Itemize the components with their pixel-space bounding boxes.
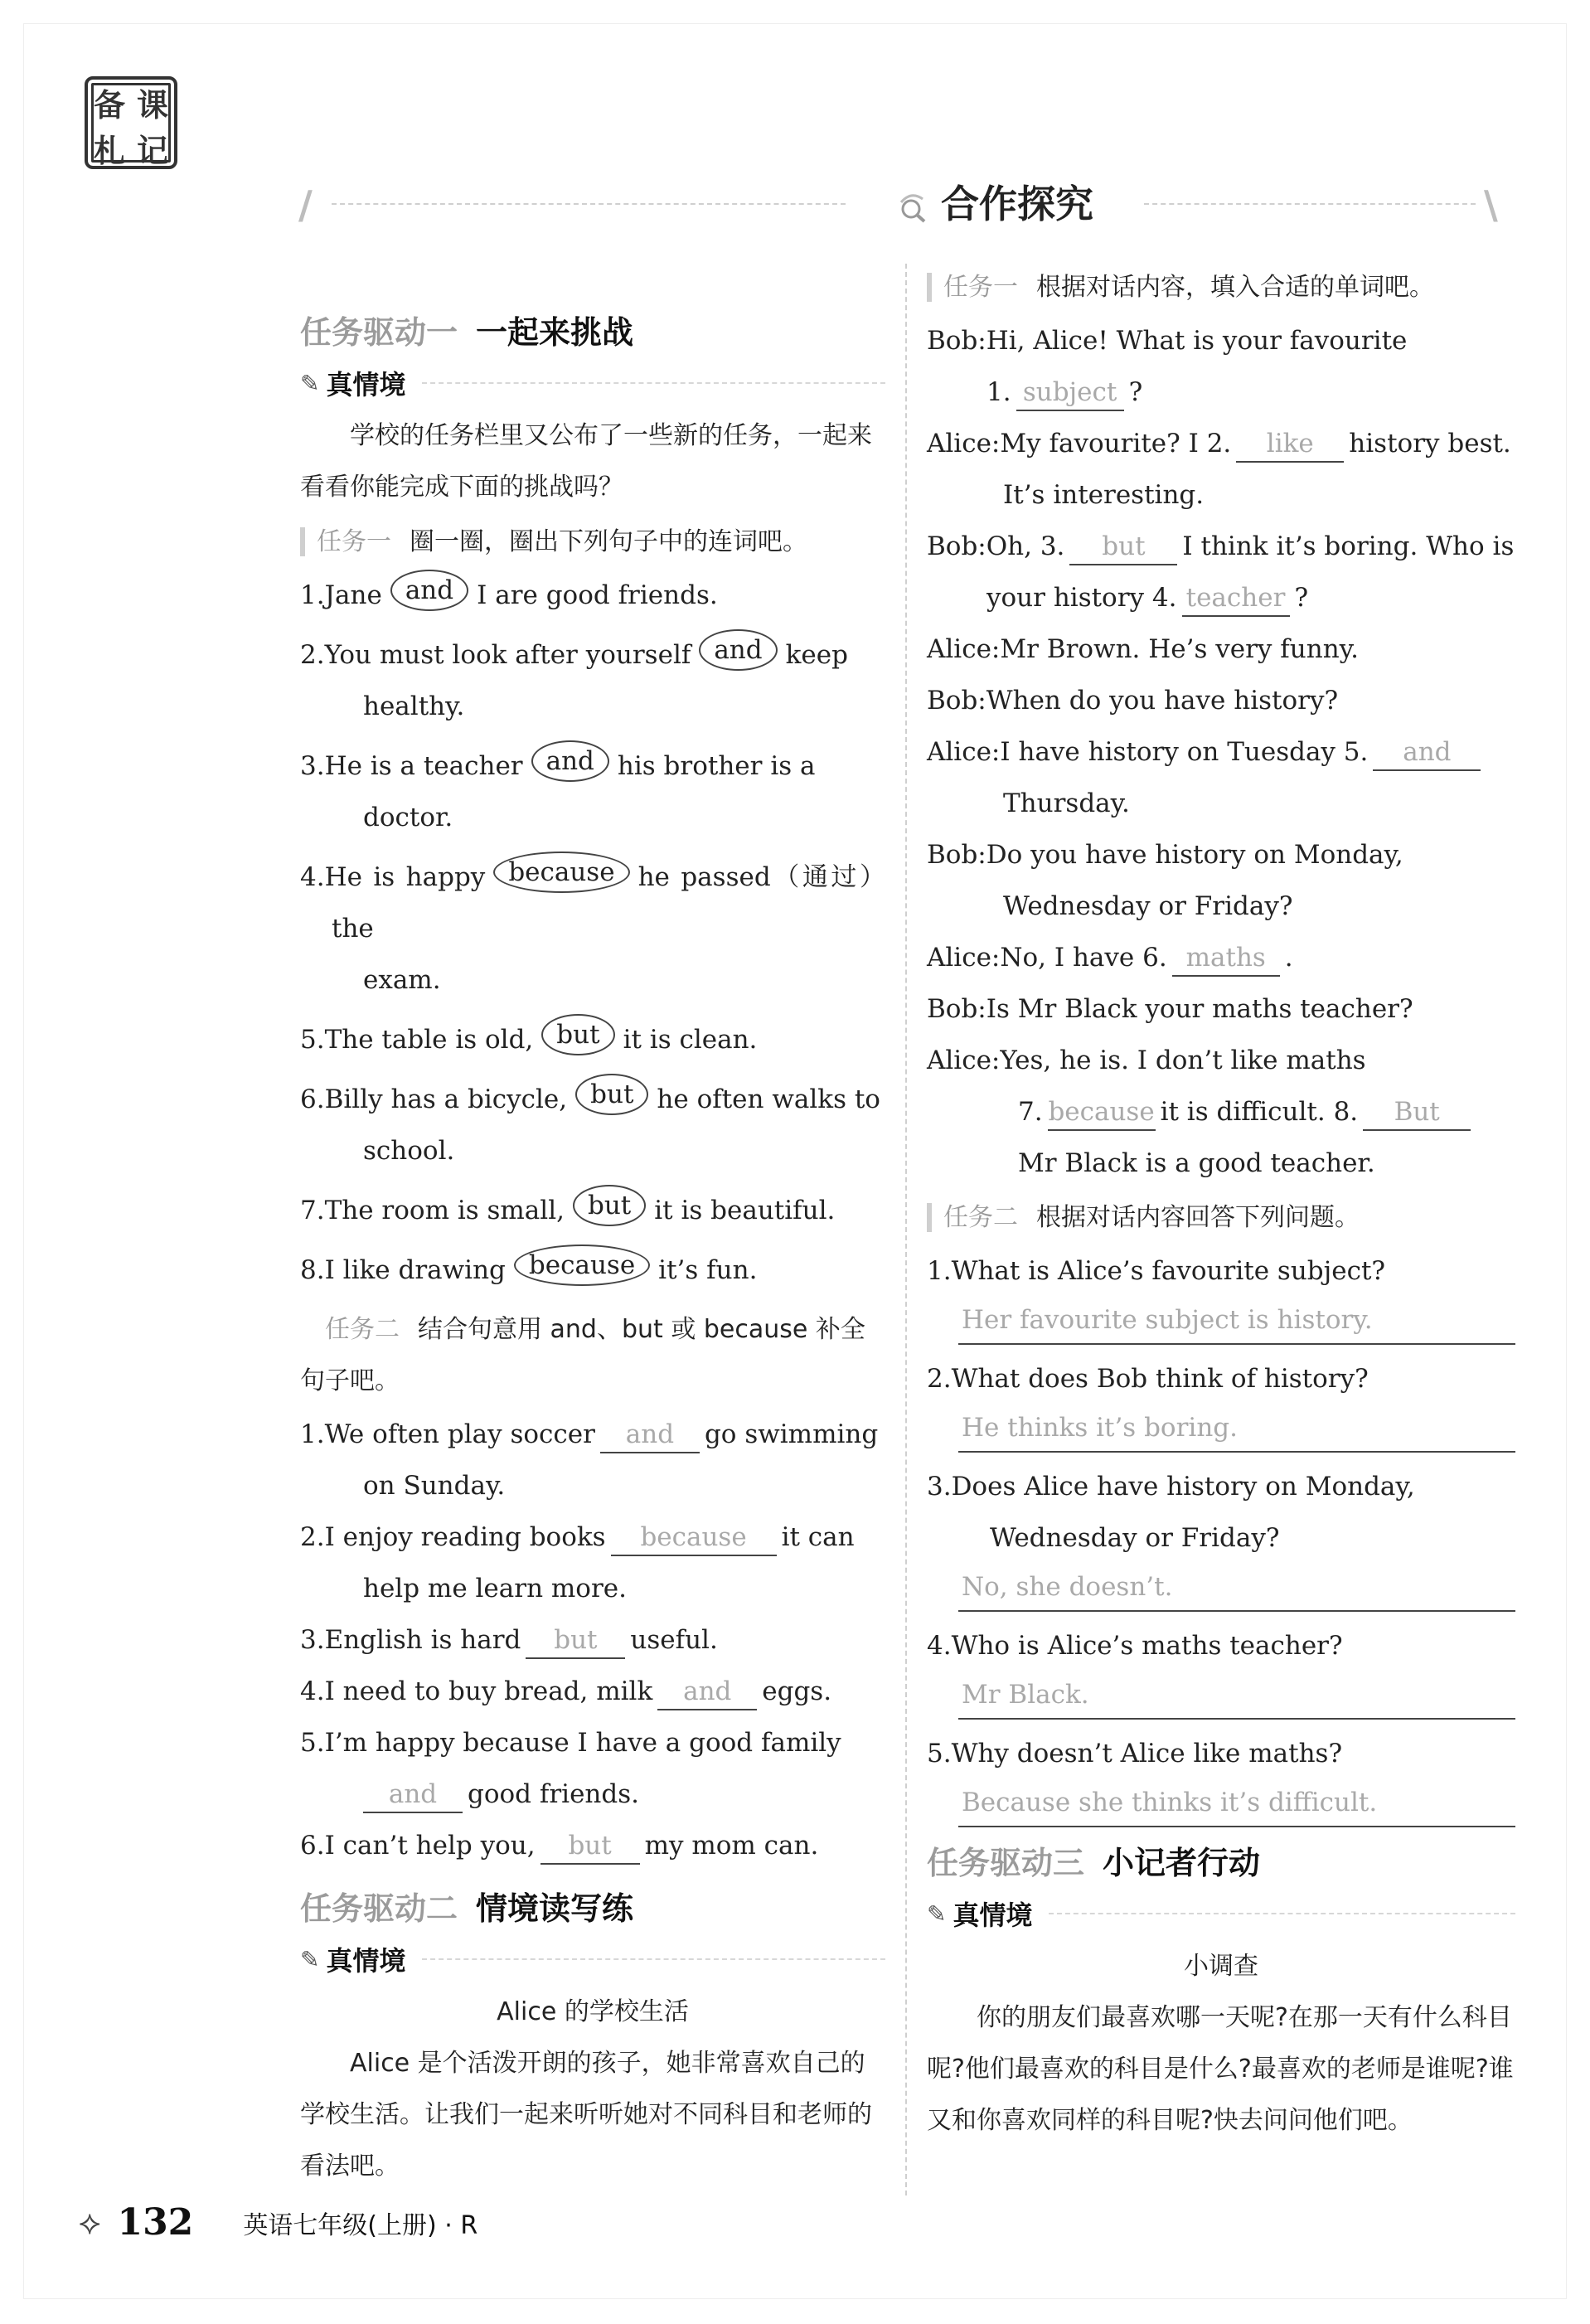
item-text: The table is old, (324, 1025, 534, 1055)
answer-blank: and (657, 1674, 757, 1710)
speaker: Alice: (927, 1046, 1001, 1075)
item-text: I enjoy reading books (324, 1522, 606, 1552)
item-text: good friends. (468, 1779, 639, 1809)
item-number: 4. (927, 1631, 952, 1661)
dialog-text: I have history on Tuesday 5. (1000, 737, 1369, 767)
pen-icon: ✎ (300, 1945, 320, 1973)
question (927, 1461, 1515, 1564)
dialog-line (927, 983, 1515, 1035)
task-text: 结合句意用 and、but 或 because 补全句子吧。 (300, 1315, 865, 1395)
circled-word: because (493, 851, 629, 893)
dialog-text: I think it’s boring. Who is (1182, 531, 1515, 561)
badge-char: 课 (136, 87, 168, 124)
speaker: Bob: (927, 840, 986, 870)
dialog-line (927, 623, 1515, 675)
speaker: Bob: (927, 994, 986, 1024)
speaker: Alice: (927, 943, 1001, 973)
item-number: 5. (927, 1739, 952, 1768)
item-number: 3. (927, 1472, 952, 1502)
dialog-text: 7. (1018, 1097, 1043, 1127)
item-number: 2. (300, 1522, 325, 1552)
slash-decoration: / (298, 182, 313, 227)
exercise-item (300, 1014, 885, 1065)
page-number: 132 (117, 2201, 194, 2244)
item-continuation: healthy. (363, 691, 465, 721)
magnifier-icon (896, 191, 933, 224)
item-text: I need to buy bread, milk (324, 1676, 653, 1706)
question (927, 1245, 1515, 1297)
header-rule-left (332, 203, 846, 205)
book-title: 英语七年级(上册) · R (243, 2210, 478, 2240)
task-tag: 任务一 (300, 527, 391, 556)
exercise-item (300, 1409, 885, 1511)
item-number: 8. (300, 1255, 325, 1285)
exercise-item (300, 1244, 885, 1296)
exercise-item (300, 629, 885, 732)
item-text: my mom can. (644, 1831, 819, 1861)
circled-word: because (514, 1244, 650, 1286)
item-text: useful. (630, 1625, 718, 1655)
question (927, 1620, 1515, 1671)
badge-char: 札 (93, 133, 125, 169)
item-number: 6. (300, 1084, 325, 1114)
exercise-item (300, 1185, 885, 1236)
dialog-text: 1. (986, 377, 1011, 407)
footer-decoration-icon: ⟡ (79, 2203, 101, 2242)
section-heading (927, 1837, 1515, 1883)
section-heading (300, 307, 885, 352)
item-text: on Sunday. (363, 1471, 506, 1501)
item-text: The room is small, (324, 1196, 565, 1225)
situation-label (927, 1895, 1515, 1933)
item-text: eggs. (762, 1676, 832, 1706)
pen-icon: ✎ (927, 1899, 947, 1928)
item-text: He is a teacher (324, 751, 523, 781)
situation-text: 真情境 (953, 1899, 1033, 1931)
page-title (854, 174, 1136, 229)
answer-blank: and (600, 1417, 700, 1453)
dialog-text: Yes, he is. I don’t like maths (1000, 1046, 1366, 1075)
task-text: 根据对话内容，填入合适的单词吧。 (1036, 273, 1434, 302)
exercise-item (300, 1717, 885, 1820)
circled-word: but (575, 1074, 648, 1115)
dialog-line (927, 418, 1515, 521)
right-column (927, 264, 1515, 2147)
answer-blank: maths (1172, 940, 1280, 977)
dialog-text: your history 4. (986, 583, 1177, 613)
answer-blank: teacher (1182, 580, 1290, 617)
dialog-text: My favourite? I 2. (1000, 429, 1232, 458)
item-text: I are good friends. (477, 580, 718, 610)
answer-line: Mr Black. (958, 1671, 1515, 1720)
speaker: Bob: (927, 531, 986, 561)
section-number: 任务驱动二 (300, 1890, 458, 1927)
dialog-text: When do you have history? (986, 686, 1339, 716)
item-text: it is clean. (623, 1025, 758, 1055)
exercise-item (300, 1820, 885, 1871)
item-number: 2. (927, 1364, 952, 1394)
item-number: 7. (300, 1196, 325, 1225)
item-text: help me learn more. (363, 1574, 627, 1604)
dialog-line (927, 726, 1515, 829)
situation-text: 真情境 (326, 1945, 406, 1977)
page-header (298, 174, 1517, 232)
corner-badge (85, 76, 177, 169)
qa-list (927, 1245, 1515, 1827)
dialog-text: ? (1128, 377, 1143, 407)
answer-blank: and (363, 1777, 463, 1813)
dialog-text: ? (1294, 583, 1309, 613)
task-heading (300, 517, 885, 568)
exercise-item (300, 1666, 885, 1717)
task-text: 圈一圈，圈出下列句子中的连词吧。 (410, 527, 807, 556)
question-continuation: Wednesday or Friday? (990, 1523, 1280, 1553)
answer-blank: but (526, 1623, 625, 1659)
circled-word: but (541, 1014, 614, 1055)
item-text: he passed（通过）the (332, 862, 886, 944)
dialog-line (927, 1035, 1515, 1189)
item-number: 1. (927, 1256, 952, 1286)
question-text: What is Alice’s favourite subject? (951, 1256, 1386, 1286)
item-continuation: school. (363, 1136, 455, 1166)
dialog-text: history best. (1349, 429, 1511, 458)
exercise-item (300, 740, 885, 843)
column-divider (905, 264, 907, 2195)
item-text: his brother is a (617, 751, 816, 781)
section-name: 一起来挑战 (476, 314, 634, 351)
pen-icon: ✎ (300, 369, 320, 397)
item-text: it can (781, 1522, 855, 1552)
dialog-continuation (927, 1086, 1515, 1138)
circled-word: but (573, 1185, 646, 1226)
section-name: 小记者行动 (1103, 1845, 1261, 1881)
dash-rule (422, 382, 885, 384)
task-heading (927, 262, 1515, 313)
dialog-continuation: Wednesday or Friday? (1003, 891, 1293, 921)
item-number: 5. (300, 1025, 325, 1055)
exercise-item (300, 851, 885, 1006)
item-text: it’s fun. (658, 1255, 758, 1285)
item-text: I like drawing (324, 1255, 506, 1285)
section-name: 情境读写练 (476, 1890, 634, 1927)
circled-word: and (390, 570, 468, 611)
dialog-text: Is Mr Black your maths teacher? (986, 994, 1413, 1024)
intro-paragraph: Alice 是个活泼开朗的孩子，她非常喜欢自己的学校生活。让我们一起来听听她对不同科目和老师的看法吧。 (300, 2049, 872, 2181)
speaker: Bob: (927, 686, 986, 716)
answer-line: He thinks it’s boring. (958, 1405, 1515, 1453)
dialog-line (927, 675, 1515, 726)
dialog-continuation (927, 572, 1515, 623)
answer-line: Her favourite subject is history. (958, 1297, 1515, 1345)
answer-blank: subject (1016, 375, 1124, 411)
slash-decoration: \ (1484, 182, 1498, 227)
section-number: 任务驱动一 (300, 314, 458, 351)
question (927, 1728, 1515, 1779)
item-number: 4. (300, 862, 325, 892)
question-text: Does Alice have history on Monday, (951, 1472, 1415, 1502)
passage-subtitle: Alice 的学校生活 (497, 1997, 689, 2026)
exercise-item (300, 570, 885, 621)
answer-blank: but (1069, 529, 1177, 565)
question (927, 1353, 1515, 1405)
task-text: 根据对话内容回答下列问题。 (1036, 1203, 1360, 1232)
item-continuation (332, 1563, 885, 1614)
answer-blank: like (1236, 426, 1344, 463)
situation-label (300, 1940, 885, 1978)
task-heading (300, 1304, 885, 1407)
page-footer (79, 2201, 477, 2244)
circled-word: and (531, 740, 609, 782)
item-number: 5. (300, 1728, 325, 1758)
page-title-text: 合作探究 (941, 182, 1093, 226)
circled-word: and (699, 629, 777, 671)
dialog-text: it is difficult. 8. (1160, 1097, 1359, 1127)
item-text: go swimming (704, 1419, 879, 1449)
left-column (300, 264, 885, 2192)
dialog-text: Do you have history on Monday, (986, 840, 1403, 870)
item-number: 4. (300, 1676, 325, 1706)
item-number: 1. (300, 1419, 325, 1449)
dialog-continuation: Mr Black is a good teacher. (1018, 1148, 1375, 1178)
item-text: he often walks to (657, 1084, 880, 1114)
exercise-item (300, 1511, 885, 1614)
answer-blank: But (1363, 1094, 1471, 1131)
item-text: I’m happy because I have a good family (324, 1728, 841, 1758)
item-continuation (332, 1768, 885, 1820)
item-text: it is beautiful. (654, 1196, 836, 1225)
intro-paragraph: 学校的任务栏里又公布了一些新的任务，一起来看看你能完成下面的挑战吗？ (300, 421, 872, 502)
item-number: 3. (300, 1625, 325, 1655)
item-text: You must look after yourself (324, 640, 691, 670)
question-text: Who is Alice’s maths teacher? (951, 1631, 1343, 1661)
task-tag: 任务二 (325, 1315, 400, 1344)
item-text: We often play soccer (324, 1419, 595, 1449)
dialog-line (927, 521, 1515, 623)
dialog-text: Oh, 3. (986, 531, 1065, 561)
item-number: 6. (300, 1831, 325, 1861)
item-number: 1. (300, 580, 325, 610)
item-continuation: exam. (363, 965, 441, 995)
task-heading (927, 1192, 1515, 1244)
section-number: 任务驱动三 (927, 1845, 1085, 1881)
speaker: Alice: (927, 429, 1001, 458)
answer-blank: because (1048, 1094, 1156, 1131)
answer-line: No, she doesn’t. (958, 1564, 1515, 1612)
survey-subtitle: 小调查 (1184, 1952, 1258, 1981)
item-text: English is hard (324, 1625, 521, 1655)
dash-rule (1049, 1913, 1515, 1914)
dialog-line (927, 829, 1515, 932)
exercise-item (300, 1074, 885, 1177)
task-tag: 任务二 (927, 1203, 1018, 1232)
task-tag: 任务一 (927, 273, 1018, 302)
answer-line: Because she thinks it’s difficult. (958, 1779, 1515, 1827)
speaker: Alice: (927, 737, 1001, 767)
section-heading (300, 1883, 885, 1929)
dialog-text: . (1284, 943, 1293, 973)
item-number: 2. (300, 640, 325, 670)
answer-blank: and (1373, 735, 1481, 771)
dialog-text: No, I have 6. (1000, 943, 1167, 973)
item-continuation: doctor. (363, 803, 453, 832)
speaker: Alice: (927, 634, 1001, 664)
header-rule-right (1144, 203, 1476, 205)
item-text: keep (785, 640, 848, 670)
question-text: What does Bob think of history? (951, 1364, 1369, 1394)
dialog-continuation: Thursday. (1003, 788, 1130, 818)
badge-char: 记 (136, 133, 168, 169)
dialog-continuation: It’s interesting. (1003, 480, 1205, 510)
question-text: Why doesn’t Alice like maths? (951, 1739, 1343, 1768)
item-text: Jane (324, 580, 382, 610)
dialog-text: Mr Brown. He’s very funny. (1000, 634, 1359, 664)
fill-exercise-list (300, 1409, 885, 1871)
item-text: I can’t help you, (324, 1831, 536, 1861)
dialog-text: Hi, Alice! What is your favourite (986, 326, 1408, 356)
item-text: Billy has a bicycle, (324, 1084, 568, 1114)
situation-label (300, 364, 885, 402)
dialog-line (927, 315, 1515, 418)
dialog-line (927, 932, 1515, 983)
item-number: 3. (300, 751, 325, 781)
badge-char: 备 (93, 87, 125, 124)
item-continuation (332, 1460, 885, 1511)
circle-exercise-list (300, 570, 885, 1296)
dialog (927, 315, 1515, 1189)
speaker: Bob: (927, 326, 986, 356)
item-text: He is happy (324, 862, 486, 892)
answer-blank: because (611, 1520, 777, 1556)
exercise-item (300, 1614, 885, 1666)
dash-rule (422, 1958, 885, 1960)
answer-blank: but (541, 1828, 640, 1865)
dialog-continuation (927, 366, 1515, 418)
intro-paragraph: 你的朋友们最喜欢哪一天呢?在那一天有什么科目呢?他们最喜欢的科目是什么?最喜欢的老师是谁呢?谁又和你喜欢同样的科目呢?快去问问他们吧。 (927, 2003, 1514, 2135)
situation-text: 真情境 (326, 369, 406, 400)
